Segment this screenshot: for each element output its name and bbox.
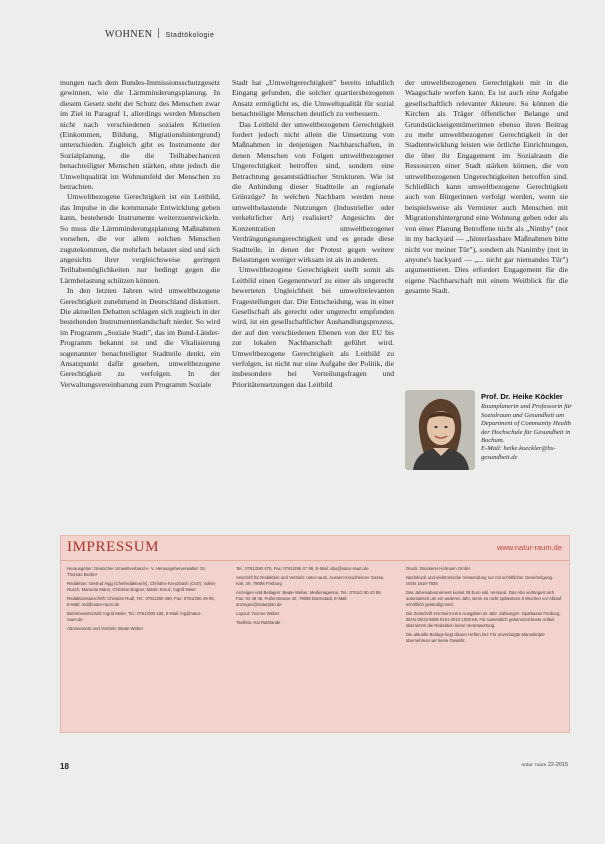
section-title: WOHNEN — [105, 29, 153, 40]
article-column-3 — [405, 78, 568, 297]
paragraph: Das Leitbild der umweltbezogenen Gerechtigkeit fordert jedoch nicht allein die Umsetzung von Maßnahmen in denjenigen Nachbarschaften, in denen Menschen von Folgen umweltbezogener Ungerechtigkeit betroffen sind, sondern eine Betrachtung gesamtstädtischer Strukturen. Wie ist die Anbindung dieser Stadtteile an regionale Grünzüge? In welchen Nachbarn werden neue umweltbelastende Nutzungen (Industrieller oder verkehrlicher Art) realisiert? Angesichts der Konzentration umweltbezogener Verdrängungsungerechtigkeit und es gerade diese Stadtteile, in denen der Protest gegen weitere Belastungen weniger wirksam ist als in anderen. — [232, 119, 394, 264]
impressum-entry: Die aktuelle Beilage liegt diesen Heften bei: Für unverlangte Manuskripte übernehmen wir keine Gewähr. — [406, 632, 545, 643]
paragraph: In den letzten Jahren wird umweltbezogene Gerechtigkeit zunehmend in Deutschland diskutiert. Die aktuellen Debatten schlagen sich zugleich in der bestehenden Instrumentenlandschaft nieder. So wird im Programm „Soziale Stadt", das im Bund-Länder-Programm bekannt ist und die Vitalisierung sogenannter benachteiligter Stadtteile denkt, ein Ansatzpunkt dafür gesehen, umweltbezogene Gerechtigkeit zu verfolgen. In der Verwaltungsvereinbarung zum Programm Soziale — [60, 286, 220, 389]
paragraph: mungen nach dem Bundes-Immissionsschutzgesetz gewinnen, wie die Lärmminderungsplanung. In diesem Gesetz steht der Schutz des Menschen zwar im Ziel in Paragraf 1, allerdings werden Menschen nicht nach verschiedenen sozialen Kriterien (Einkommen, Bildung, Migrationshintergrund) unterschieden. Zugleich gibt es Instrumente der Sozialplanung, die die Teilhabechancen benachteiligter Menschen stärken, ohne jedoch die Umweltqualität im Wohnumfeld der Menschen zu betrachten. — [60, 78, 220, 192]
impressum-entry: Betriebswirtschaft: Ingrid Meier, Tel.: 0761/290 435, E-Mail: ing@natur-raum.de — [67, 611, 202, 622]
impressum-entry: Redaktionsanschrift: Christian Rudl, Tel.: 0761/290 490, Fax: 0761/290 49 99, E-Mail: red@natur-raum.de — [67, 596, 215, 607]
article-column-1 — [60, 78, 220, 390]
impressum-entry: Anschrift für Redaktion und Vertrieb: natur-raum, Aussen-Kreuzheimer Gasse, Kiel, 29, 79098 Freiburg — [236, 575, 385, 586]
impressum-entry: Druck: Druckerei Hofmann GmbH — [406, 566, 471, 571]
author-info — [481, 393, 573, 462]
author-role: Raumplanerin und Professorin für Sozialraum und Gesundheit am Department of Community Health der Hochschule für Gesundheit in Bochum. — [481, 403, 572, 445]
impressum-entry: Tel.: 0761/290 470, Fax: 0761/290 47 99, E-Mail: abo@natur-raum.de — [236, 566, 369, 571]
paragraph: Stadt hat „Umweltgerechtigkeit" bereits inhaltlich Eingang gefunden, die solcher quartiersbezogenen Ansatz ermöglicht es, die Umweltqualität für sozial benachteiligte Menschen deutlich zu verbessern. — [232, 78, 394, 119]
impressum-entry: Anzeigen und Beilagen: Beate Weber, Medienagentur, Tel.: 0761/2 90 43 55, Fax: 04 49 46, Pullenstrasse 40, 79098 Darmstadt, E-Mail: anzeigen@naturplan.de — [236, 590, 382, 607]
magazine-footer — [521, 762, 568, 768]
impressum-entry: Die Zeitschrift erscheint mit 6 Ausgaben im Jahr. Zahlungen: Sparkasse Freiburg, IBAN DE24 6805 0101 0010 1020 69, Für namentlich gekennzeichnete Artikel übernimmt die Redaktion keine Verantwortung. — [406, 611, 561, 628]
paragraph: Umweltbezogene Gerechtigkeit stellt somit als Leitbild einen Gegenentwurf zu einer als ungerecht bewerteten Ungleichheit bei umweltrelevanten Fragestellungen dar. Die Entscheidung, was in einer Gesellschaft als gerecht oder ungerecht empfunden wird, ist ein gesellschaftlicher Aushandlungsprozess, der auf den verschiedenen Ebenen von der EU bis zur lokalen Nachbarschaft geführt wird. Umweltbezogene Gerechtigkeit als Leitbild zu verfolgen, ist nicht nur eine Aufgabe der Politik, die insbesondere bei Verteilungsfragen und Prioritätensetzungen das Leitbild — [232, 265, 394, 389]
article-column-2 — [232, 78, 394, 390]
author-photo — [405, 390, 475, 470]
impressum-url[interactable]: www.natur-raum.de — [496, 543, 562, 552]
page-header — [105, 28, 214, 40]
impressum-column-2 — [236, 566, 388, 629]
impressum-divider — [61, 560, 569, 561]
subsection-title: Stadtökologie — [165, 32, 215, 39]
paragraph: der umweltbezogenen Gerechtigkeit mit in die Waagschale werfen kann. Es ist auch eine Aufgabe gesellschaftlich relevanter Akteure. So können die Kirchen als Träger öffentlicher Belange und Grundstückseigentümerinnen ebenso ihren Beitrag zu mehr umweltbezogener Gerechtigkeit in der Stadtentwicklung leisten wie örtliche Einrichtungen, die über ihr Engagement im Sozialraum die Ressourcen einer Stadt stärken können, die von umweltbezogenen Ungerechtigkeiten betroffen sind. Schließlich kann umweltbezogene Gerechtigkeit auch von Bürgerinnen verfolgt werden, wenn sie beispielsweise als Vermieter auch Menschen mit Migrationshintergrund eine Wohnung geben oder als von einer Planung Betroffene nicht als „Nimby" (not in my backyard — „hinterlassbare Maßnahmen bitte nicht vor meiner Tür"), sondern als Nanimby (not in anyone's backyard — „... nicht gar niemandes Tür") argumentieren. Dies erfordert Engagement für die eigene Nachbarschaft mit einem Weitblick für die gesamte Stadt. — [405, 78, 568, 296]
page-number: 18 — [60, 762, 69, 771]
header-divider — [158, 28, 159, 38]
impressum-entry: Redaktion: Gertrud Aigg (Chefredakteurin), Christine Kreuzbach (CvD), Volker Rusch, Manuela Mann, Christine Bogner, Martin Kreuz, Ingrid Meier — [67, 581, 216, 592]
author-email: E-Mail: heike.koeckler@hs-gesundheit.de — [481, 445, 556, 461]
impressum-title: IMPRESSUM — [67, 539, 160, 555]
impressum-entry: Herausgeber: Deutscher Umweltverband e. V. Herausgeberverwalter: Dr. Thomas Becker — [67, 566, 206, 577]
impressum-entry: Titelfoto: Kai Rathlande — [236, 620, 281, 625]
magazine-issue: 22-2015 — [547, 762, 568, 768]
author-name: Prof. Dr. Heike Köckler — [481, 392, 563, 401]
impressum-column-1 — [67, 566, 217, 635]
impressum-entry: Nachdruck und elektronische Verwendung nur mit schriftlicher Genehmigung. ISSN 1610-7926 — [406, 575, 554, 586]
impressum-column-3 — [406, 566, 564, 647]
paragraph: Umweltbezogene Gerechtigkeit ist ein Leitbild, das Impulse in die kommunale Entwicklung geben kann, bestehende Instrumente weiterzuentwickeln. So muss die Lärmminderungsplanung Maßnahmen vorsehen, die vor allem solchen Menschen zugutekommen, die mehrfach belastet sind und sich angesichts ihrer vergleichsweise geringen Teilhabemöglichkeiten nur bedingt gegen die Lärmbelastung schützen können. — [60, 192, 220, 285]
impressum-box — [60, 535, 570, 733]
impressum-entry: Das Jahresabonnement kostet 28 Euro inkl. Versand. Das Abo verlängert sich automatisch um ein weiteres Jahr, wenn es nicht spätestens 6 Wochen vor Ablauf schriftlich gekündigt wird. — [406, 590, 562, 607]
impressum-entry: Abonnement und Vertrieb: Beate Weber — [67, 626, 144, 631]
impressum-entry: Layout: Yvonne Weber — [236, 611, 280, 616]
magazine-name: natur raum — [521, 762, 547, 768]
